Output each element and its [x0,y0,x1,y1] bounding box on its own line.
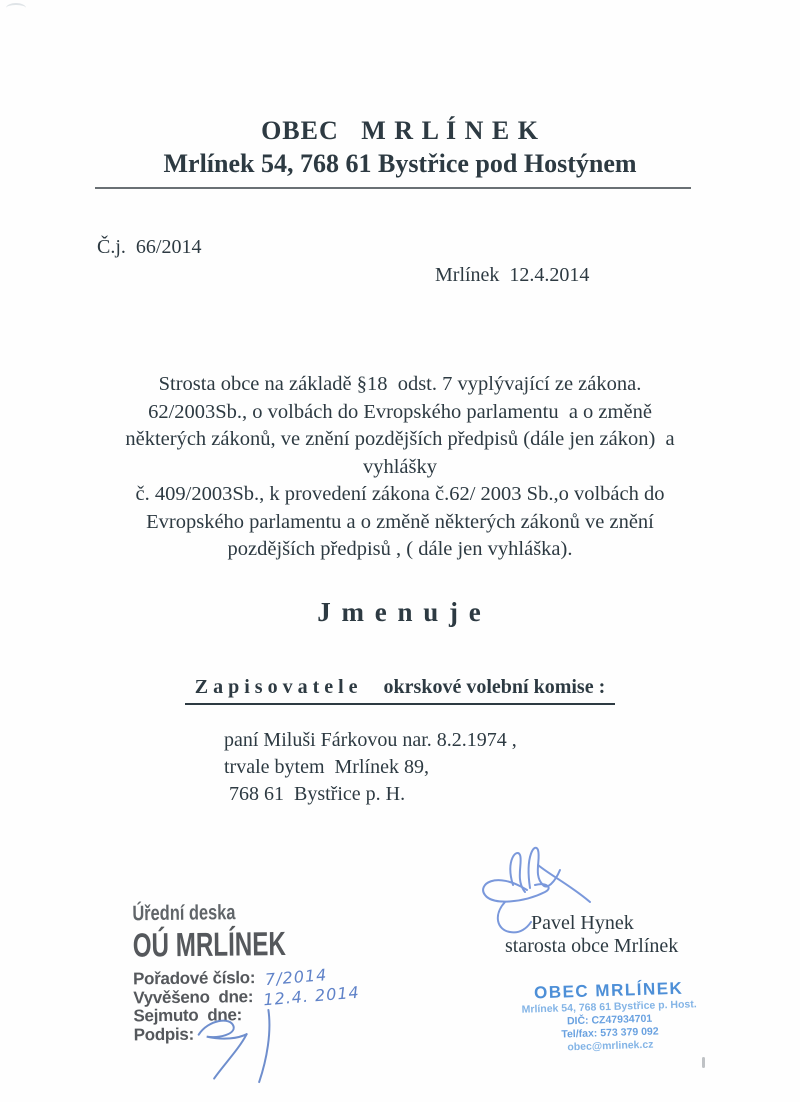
signer-title: starosta obce Mrlínek [505,935,679,957]
board-stamp-title-line1: Úřední deska [132,901,236,926]
subject-role: Z a p i s o v a t e l e [194,676,358,698]
appointee-line: paní Miluši Fárkovou nar. 8.2.1974 , [224,729,517,751]
office-stamp-email: obec@mrlinek.cz [567,1038,654,1054]
appointment-subject-row [0,676,800,705]
office-stamp [491,977,728,1056]
appointment-verb: J m e n u j e [317,597,483,627]
signer-name: Pavel Hynek [531,912,634,934]
scan-artifact-top-left [6,3,26,13]
scan-artifact-bottom-right [702,1057,705,1068]
appointment-subject [185,676,615,705]
office-stamp-phone: Tel/fax: 573 379 092 [561,1025,659,1041]
appointee-block [224,727,517,808]
body-line: vyhlášky [362,455,438,478]
body-line: č. 409/2003Sb., k provedení zákona č.62/ 2003 Sb.,o volbách do [135,483,665,505]
board-stamp-title-line2: OÚ MRLÍNEK [132,924,287,965]
subject-committee: okrskové volební komise : [383,676,606,698]
body-line: Strosta obce na základě §18 odst. 7 vyplývající ze zákona. [158,373,642,395]
podpis-signature-scribble [188,1004,304,1090]
stamp-field-label: Pořadové číslo: [132,968,256,989]
body-line: 62/2003Sb., o volbách do Evropského parlamentu a o změně [148,400,652,423]
place-and-date: Mrlínek 12.4.2014 [435,264,590,286]
org-name: OBEC M R L Í N E K [261,116,539,145]
appointee-line: 768 61 Bystřice p. H. [224,783,406,805]
body-line: některých zákonů, ve znění pozdějších předpisů (dále jen zákon) a [125,428,675,450]
stamp-field-label: Vyvěšeno dne: [133,986,254,1007]
stamp-field-label: Sejmuto dne: [133,1005,243,1026]
office-stamp-taxid: DIČ: CZ47934701 [566,1012,653,1028]
body-line: pozdějších předpisů , ( dále jen vyhláška). [227,538,573,560]
stamp-field-value-handwritten: 7/2014 [264,965,329,990]
body-line: Evropského parlamentu a o změně některých zákonů ve znění [146,510,654,533]
notice-board-stamp [132,900,393,1045]
body-paragraph [70,371,730,564]
reference-number: Č.j. 66/2014 [97,236,202,258]
org-address: Mrlínek 54, 768 61 Bystřice pod Hostýnem [163,149,637,178]
header-rule [95,187,691,189]
office-stamp-name: OBEC MRLÍNEK [533,978,684,1003]
stamp-field-label: Podpis: [133,1024,194,1044]
stamp-field-value-handwritten: 12.4. 2014 [262,982,361,1009]
appointee-line: trvale bytem Mrlínek 89, [224,756,429,778]
office-stamp-address: Mrlínek 54, 768 61 Bystřice p. Host. [521,998,697,1016]
